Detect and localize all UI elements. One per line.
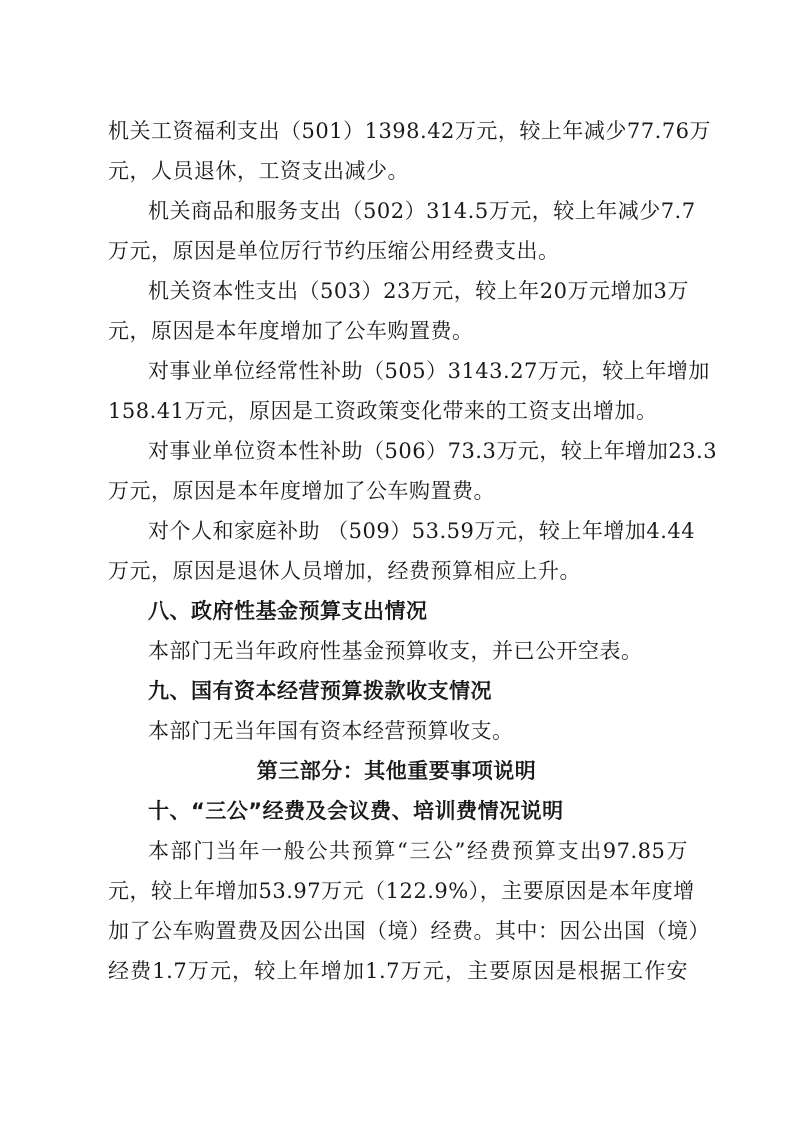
paragraph-3-line-1: 机关资本性支出（503）23万元，较上年20万元增加3万 <box>148 279 689 303</box>
paragraph-2-line-1: 机关商品和服务支出（502）314.5万元，较上年减少7.7 <box>148 199 696 223</box>
section-8-heading: 八、政府性基金预算支出情况 <box>148 599 428 623</box>
section-10-line-1: 本部门当年一般公共预算“三公”经费预算支出97.85万 <box>148 839 688 863</box>
paragraph-2-line-2: 万元，原因是单位厉行节约压缩公用经费支出。 <box>108 239 560 263</box>
paragraph-3-line-2: 元，原因是本年度增加了公车购置费。 <box>108 319 474 343</box>
paragraph-6-line-2: 万元，原因是退休人员增加，经费预算相应上升。 <box>108 559 581 583</box>
section-10-line-4: 经费1.7万元，较上年增加1.7万元，主要原因是根据工作安 <box>108 959 688 983</box>
paragraph-5-line-2: 万元，原因是本年度增加了公车购置费。 <box>108 479 495 503</box>
section-8-text: 本部门无当年政府性基金预算收支，并已公开空表。 <box>148 639 643 663</box>
part-3-title: 第三部分：其他重要事项说明 <box>256 759 537 783</box>
paragraph-5-line-1: 对事业单位资本性补助（506）73.3万元，较上年增加23.3 <box>148 439 718 463</box>
section-10-line-3: 加了公车购置费及因公出国（境）经费。其中：因公出国（境） <box>108 919 710 943</box>
paragraph-4-line-2: 158.41万元，原因是工资政策变化带来的工资支出增加。 <box>108 399 658 423</box>
section-10-line-2: 元，较上年增加53.97万元（122.9%），主要原因是本年度增 <box>108 879 695 903</box>
section-9-heading: 九、国有资本经营预算拨款收支情况 <box>148 679 492 703</box>
paragraph-4-line-1: 对事业单位经常性补助（505）3143.27万元，较上年增加 <box>148 359 710 383</box>
paragraph-1-line-2: 元，人员退休，工资支出减少。 <box>108 159 409 183</box>
section-9-text: 本部门无当年国有资本经营预算收支。 <box>148 719 514 743</box>
paragraph-1-line-1: 机关工资福利支出（501）1398.42万元，较上年减少77.76万 <box>108 119 712 143</box>
paragraph-6-line-1: 对个人和家庭补助 （509）53.59万元，较上年增加4.44 <box>148 519 696 543</box>
section-10-heading: 十、“三公”经费及会议费、培训费情况说明 <box>148 799 564 823</box>
